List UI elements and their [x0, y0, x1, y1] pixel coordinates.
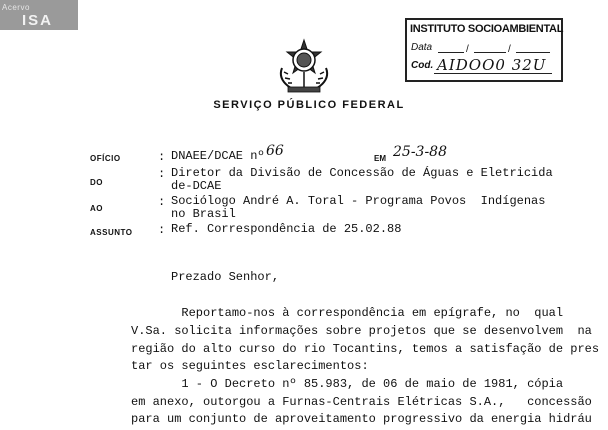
field-value-assunto: Ref. Correspondência de 25.02.88	[171, 222, 402, 236]
brazil-coat-of-arms-icon	[274, 38, 334, 96]
watermark-name: Acervo	[2, 3, 30, 12]
field-value-ao-line2: no Brasil	[171, 207, 236, 221]
stamp-date-line-year	[516, 52, 550, 53]
field-value-oficio: DNAEE/DCAE nº	[171, 149, 265, 163]
field-label-do: DO	[90, 178, 103, 187]
body-line: Reportamo-nos à correspondência em epígrafe, no qual	[131, 306, 564, 320]
field-colon: :	[158, 167, 166, 181]
page-header: SERVIÇO PÚBLICO FEDERAL	[213, 99, 405, 111]
field-colon: :	[158, 150, 166, 164]
stamp-date-slash: /	[508, 44, 511, 55]
body-line: V.Sa. solicita informações sobre projetos que se desenvolvem na	[131, 324, 592, 338]
field-colon: :	[158, 223, 166, 237]
field-value-do-line2: de-DCAE	[171, 179, 222, 193]
field-colon: :	[158, 195, 166, 209]
stamp-code-value: AIDOO0 32U	[437, 56, 547, 74]
watermark-logo: ISA	[22, 12, 54, 29]
body-line: tar os seguintes esclarecimentos:	[131, 359, 369, 373]
field-label-date: EM	[374, 154, 386, 163]
field-value-date: 25-3-88	[393, 144, 447, 160]
body-line: região do alto curso do rio Tocantins, temos a satisfação de pres	[131, 342, 600, 356]
stamp-date-label: Data	[411, 42, 433, 53]
field-label-ao: AO	[90, 204, 103, 213]
body-line: 1 - O Decreto nº 85.983, de 06 de maio de 1981, cópia	[131, 377, 564, 391]
body-line: para um conjunto de aproveitamento progressivo da energia hidráu	[131, 412, 592, 426]
field-label-assunto: ASSUNTO	[90, 228, 133, 237]
stamp-title: INSTITUTO SOCIOAMBIENTAL	[410, 23, 564, 35]
salutation: Prezado Senhor,	[171, 270, 280, 284]
field-value-do-line1: Diretor da Divisão de Concessão de Águas e Eletricida	[171, 166, 553, 180]
field-label-oficio: OFÍCIO	[90, 154, 121, 163]
stamp-date-line-day	[438, 52, 464, 53]
field-value-oficio-number: 66	[266, 143, 284, 159]
stamp-code-line	[434, 73, 552, 74]
field-value-ao-line1: Sociólogo André A. Toral - Programa Povos Indígenas	[171, 194, 546, 208]
stamp-date-slash: /	[466, 44, 469, 55]
stamp-date-line-month	[474, 52, 506, 53]
body-line: em anexo, outorgou a Furnas-Centrais Elétricas S.A., concessão	[131, 395, 592, 409]
stamp-code-label: Cod.	[411, 60, 434, 71]
